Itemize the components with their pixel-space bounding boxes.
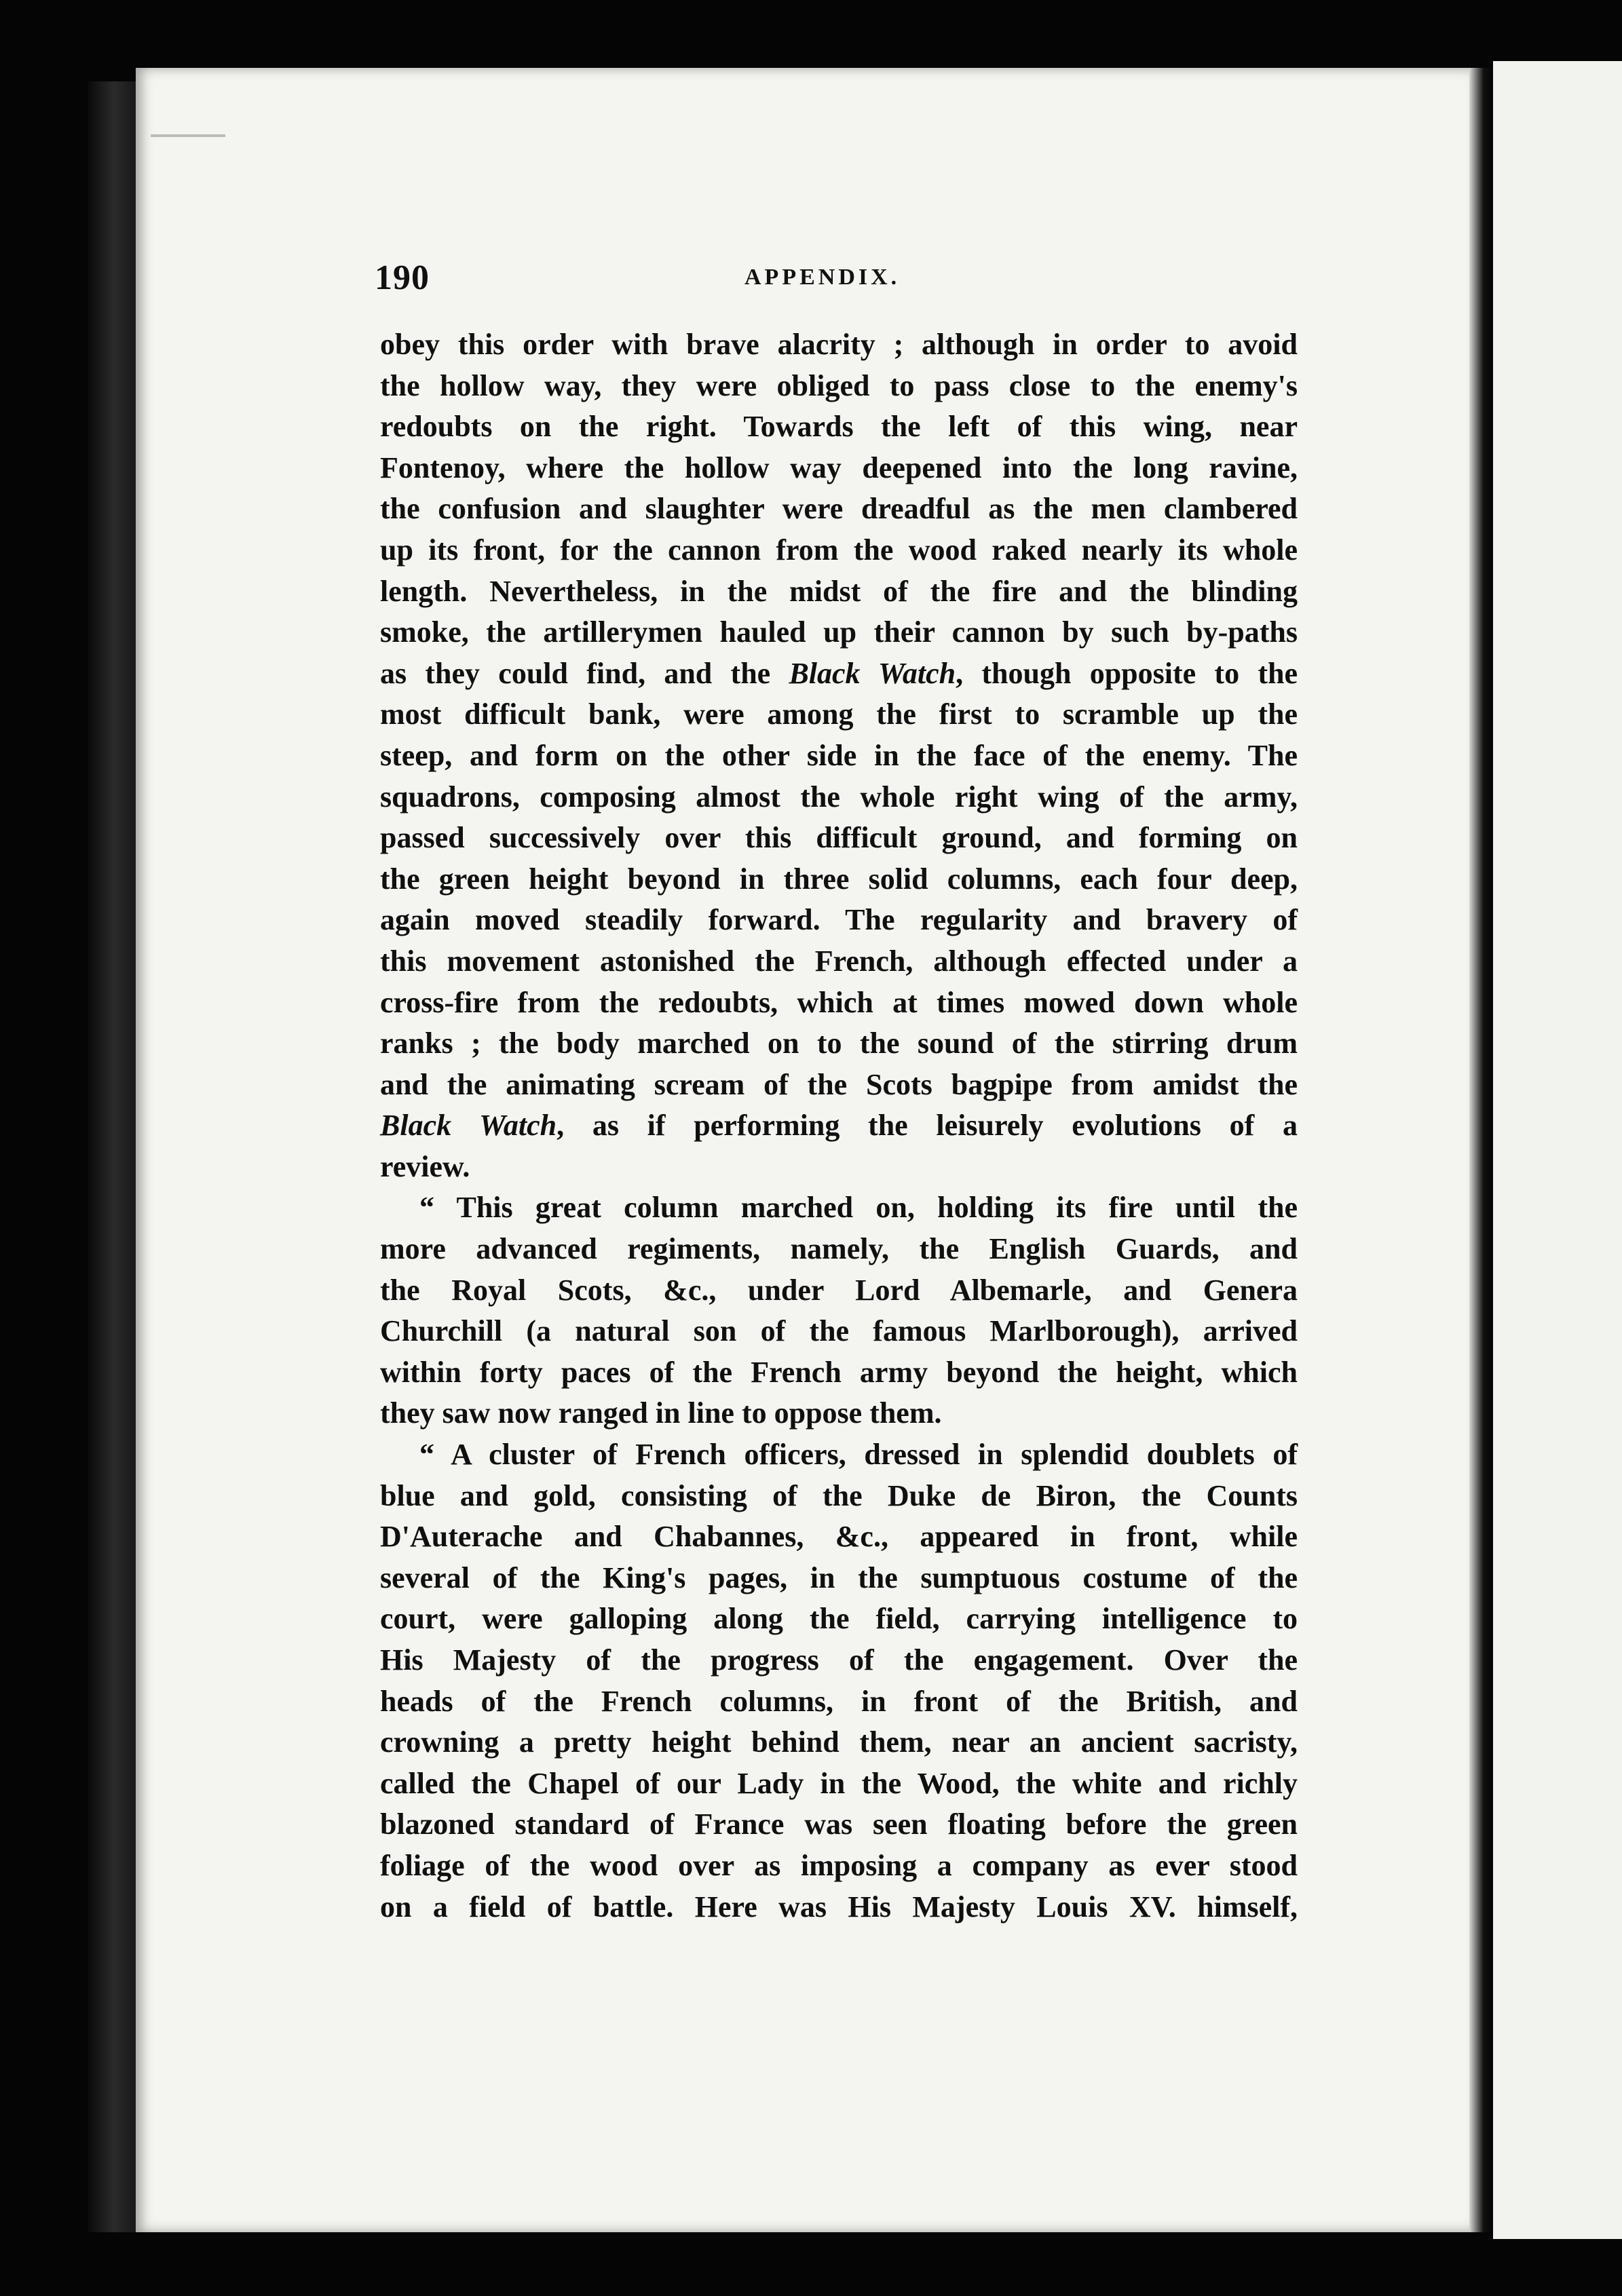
text-line: squadrons, composing almost the whole right wing of the army, — [380, 780, 1298, 814]
body-text — [380, 324, 1298, 1928]
text-line: on a field of battle. Here was His Majesty Louis XV. himself, — [380, 1890, 1298, 1924]
page-number: 190 — [375, 259, 430, 297]
text-line: Churchill (a natural son of the famous Marlborough), arrived — [380, 1314, 1298, 1348]
text-line: His Majesty of the progress of the engagement. Over the — [380, 1643, 1298, 1677]
text-line: the Royal Scots, &c., under Lord Albemarle, and Genera — [380, 1273, 1298, 1307]
text-line: ranks ; the body marched on to the sound of the stirring drum — [380, 1027, 1298, 1060]
text-line: “ This great column marched on, holding its fire until the — [419, 1191, 1298, 1225]
text-line: blazoned standard of France was seen floating before the green — [380, 1807, 1298, 1841]
text-line: passed successively over this difficult ground, and forming on — [380, 821, 1298, 855]
text-line: cross-fire from the redoubts, which at times mowed down whole — [380, 985, 1298, 1019]
text-line: called the Chapel of our Lady in the Wood, the white and richly — [380, 1766, 1298, 1800]
text-line: “ A cluster of French officers, dressed in splendid doublets of — [419, 1438, 1298, 1472]
text-line: crowning a pretty height behind them, near an ancient sacristy, — [380, 1725, 1298, 1759]
text-line: the confusion and slaughter were dreadful as the men clambered — [380, 492, 1298, 526]
facing-page-edge — [1493, 61, 1622, 2239]
text-line: court, were galloping along the field, carrying intelligence to — [380, 1602, 1298, 1636]
text-line: and the animating scream of the Scots bagpipe from amidst the — [380, 1067, 1298, 1101]
text-line: Black Watch, as if performing the leisurely evolutions of a — [380, 1109, 1298, 1143]
text-line: more advanced regiments, namely, the English Guards, and — [380, 1232, 1298, 1266]
text-line: again moved steadily forward. The regularity and bravery of — [380, 903, 1298, 937]
text-line: several of the King's pages, in the sumptuous costume of the — [380, 1561, 1298, 1594]
text-line: heads of the French columns, in front of the British, and — [380, 1684, 1298, 1718]
running-head: APPENDIX. — [744, 265, 901, 290]
page-header — [375, 258, 1311, 305]
italic-phrase: Black Watch — [380, 1109, 557, 1143]
text-line: redoubts on the right. Towards the left of this wing, near — [380, 410, 1298, 444]
text-line: smoke, the artillerymen hauled up their cannon by such by-paths — [380, 615, 1298, 649]
text-line: they saw now ranged in line to oppose them. — [380, 1396, 942, 1430]
text-line: obey this order with brave alacrity ; although in order to avoid — [380, 328, 1298, 361]
text-line: steep, and form on the other side in the face of the enemy. The — [380, 738, 1298, 772]
text-line: this movement astonished the French, although effected under a — [380, 944, 1298, 978]
text-line: Fontenoy, where the hollow way deepened into the long ravine, — [380, 451, 1298, 484]
page-gutter — [1469, 68, 1495, 2232]
text-line: most difficult bank, were among the first to scramble up the — [380, 697, 1298, 731]
text-line: the green height beyond in three solid columns, each four deep, — [380, 862, 1298, 896]
text-line: the hollow way, they were obliged to pass close to the enemy's — [380, 368, 1298, 402]
scan-mark — [151, 134, 225, 137]
text-line: within forty paces of the French army beyond the height, which — [380, 1355, 1298, 1389]
text-line: D'Auterache and Chabannes, &c., appeared in front, while — [380, 1520, 1298, 1554]
text-line: up its front, for the cannon from the wood raked nearly its whole — [380, 533, 1298, 567]
text-line: review. — [380, 1149, 470, 1183]
italic-phrase: Black Watch — [789, 656, 956, 690]
text-line: foliage of the wood over as imposing a company as ever stood — [380, 1848, 1298, 1882]
text-line: as they could find, and the Black Watch, though opposite to the — [380, 656, 1298, 690]
text-line: length. Nevertheless, in the midst of the fire and the blinding — [380, 574, 1298, 608]
text-line: blue and gold, consisting of the Duke de Biron, the Counts — [380, 1478, 1298, 1512]
